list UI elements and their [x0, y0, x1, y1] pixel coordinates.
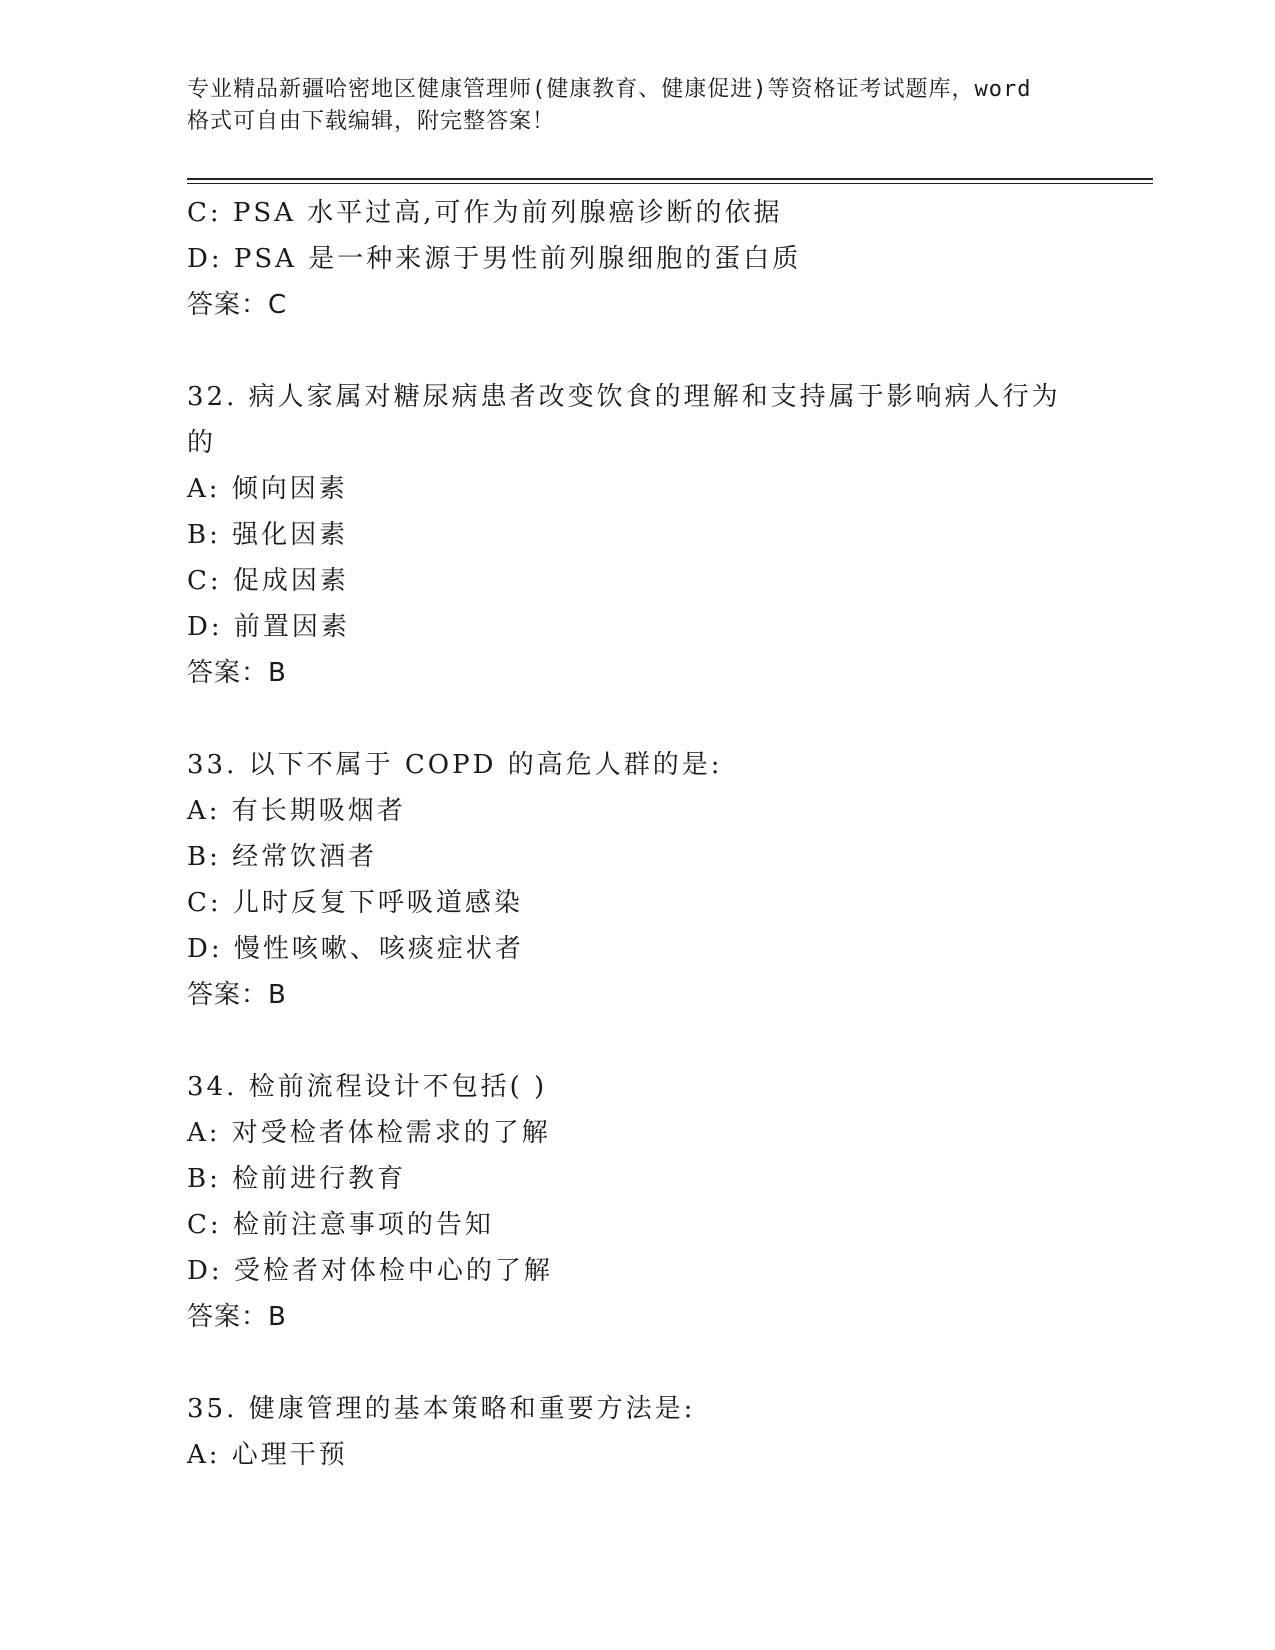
document-header	[187, 74, 1087, 138]
option-d: D: 前置因素	[187, 612, 350, 642]
option-b: B: 经常饮酒者	[187, 842, 378, 872]
option-a: A: 倾向因素	[187, 474, 348, 504]
answer-line: 答案：B	[187, 980, 287, 1010]
answer-line: 答案：B	[187, 658, 287, 688]
question-34	[187, 1064, 1107, 1340]
question-33	[187, 742, 1107, 1018]
question-stem: 32. 病人家属对糖尿病患者改变饮食的理解和支持属于影响病人行为	[187, 382, 1061, 412]
option-a: A: 心理干预	[187, 1440, 348, 1470]
question-stem: 34. 检前流程设计不包括( )	[187, 1072, 548, 1102]
option-c: C: 检前注意事项的告知	[187, 1210, 494, 1240]
spacer	[187, 328, 1107, 374]
spacer	[187, 696, 1107, 742]
option-d: D: 受检者对体检中心的了解	[187, 1256, 553, 1286]
option-c: C: PSA 水平过高,可作为前列腺癌诊断的依据	[187, 198, 783, 228]
question-stem: 33. 以下不属于 COPD 的高危人群的是:	[187, 750, 723, 780]
question-31-tail	[187, 190, 1107, 328]
option-d: D: 慢性咳嗽、咳痰症状者	[187, 934, 524, 964]
option-c: C: 促成因素	[187, 566, 349, 596]
question-list	[187, 190, 1107, 1478]
option-d: D: PSA 是一种来源于男性前列腺细胞的蛋白质	[187, 244, 802, 274]
header-line-2: 格式可自由下载编辑，附完整答案！	[187, 109, 556, 134]
header-divider-thick	[187, 178, 1153, 180]
option-a: A: 有长期吸烟者	[187, 796, 406, 826]
question-stem-continued: 的	[187, 428, 217, 458]
option-a: A: 对受检者体检需求的了解	[187, 1118, 551, 1148]
option-b: B: 强化因素	[187, 520, 349, 550]
option-c: C: 儿时反复下呼吸道感染	[187, 888, 523, 918]
header-line-1: 专业精品新疆哈密地区健康管理师(健康教育、健康促进)等资格证考试题库，word	[187, 77, 1032, 102]
spacer	[187, 1018, 1107, 1064]
header-divider-thin	[187, 183, 1153, 184]
question-32	[187, 374, 1107, 696]
question-stem: 35. 健康管理的基本策略和重要方法是:	[187, 1394, 696, 1424]
answer-line: 答案：B	[187, 1302, 287, 1332]
answer-line: 答案：C	[187, 290, 288, 320]
question-35	[187, 1386, 1107, 1478]
spacer	[187, 1340, 1107, 1386]
option-b: B: 检前进行教育	[187, 1164, 407, 1194]
